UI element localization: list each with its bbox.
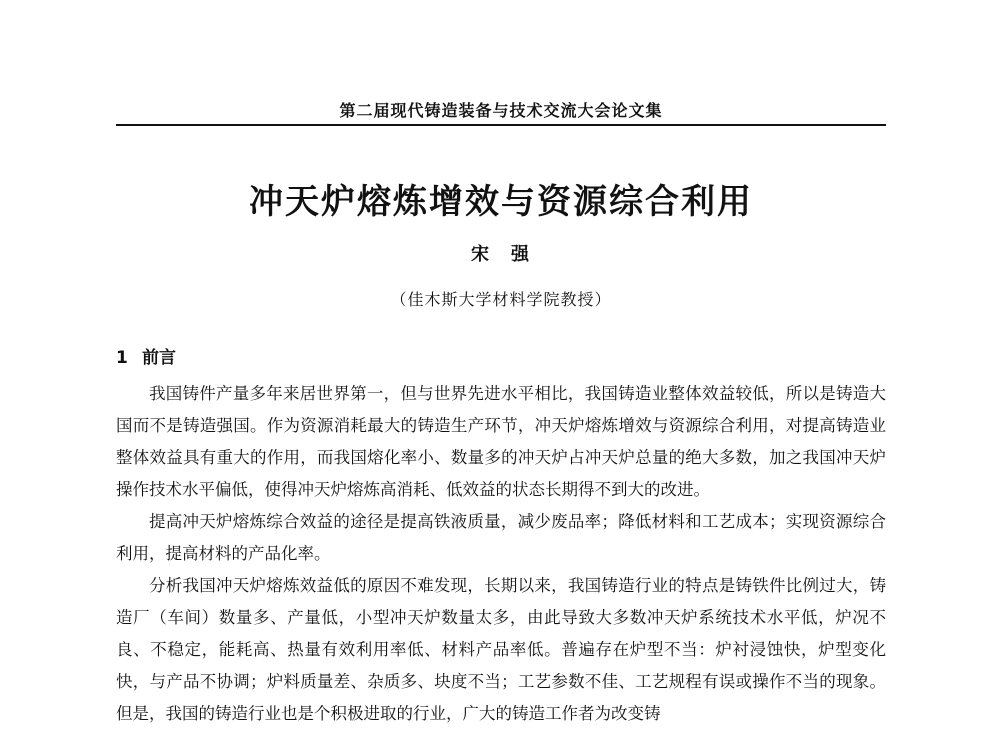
- paper-title: 冲天炉熔炼增效与资源综合利用: [249, 182, 753, 222]
- running-header: 第二届现代铸造装备与技术交流大会论文集: [339, 101, 663, 120]
- section-heading: [116, 343, 176, 368]
- author-name: 宋 强: [471, 244, 531, 265]
- paragraph-1: 我国铸件产量多年来居世界第一，但与世界先进水平相比，我国铸造业整体效益较低，所以是铸造大国而不是铸造强国。作为资源消耗最大的铸造生产环节，冲天炉熔炼增效与资源综合利用，对提高铸造业整体效益具有重大的作用，而我国熔化率小、数量多的冲天炉占冲天炉总量的绝大多数，加之我国冲天炉操作技术水平偏低，使得冲天炉熔炼高消耗、低效益的状态长期得不到大的改进。: [116, 384, 886, 499]
- header-rule: [116, 124, 886, 126]
- section-number: 1: [116, 348, 128, 368]
- author-affiliation: （佳木斯大学材料学院教授）: [390, 290, 612, 309]
- section-title: 前言: [142, 348, 176, 368]
- body-text: [116, 378, 886, 730]
- paragraph-3: 分析我国冲天炉熔炼效益低的原因不难发现，长期以来，我国铸造行业的特点是铸铁件比例过大，铸造厂（车间）数量多、产量低，小型冲天炉数量太多，由此导致大多数冲天炉系统技术水平低，炉况不良、不稳定，能耗高、热量有效利用率低、材料产品率低。普遍存在炉型不当：炉衬浸蚀快，炉型变化快，与产品不协调；炉料质量差、杂质多、块度不当；工艺参数不佳、工艺规程有误或操作不当的现象。但是，我国的铸造行业也是个积极进取的行业，广大的铸造工作者为改变铸: [116, 576, 886, 723]
- paragraph-2: 提高冲天炉熔炼综合效益的途径是提高铁液质量，减少废品率；降低材料和工艺成本；实现资源综合利用，提高材料的产品化率。: [116, 512, 886, 563]
